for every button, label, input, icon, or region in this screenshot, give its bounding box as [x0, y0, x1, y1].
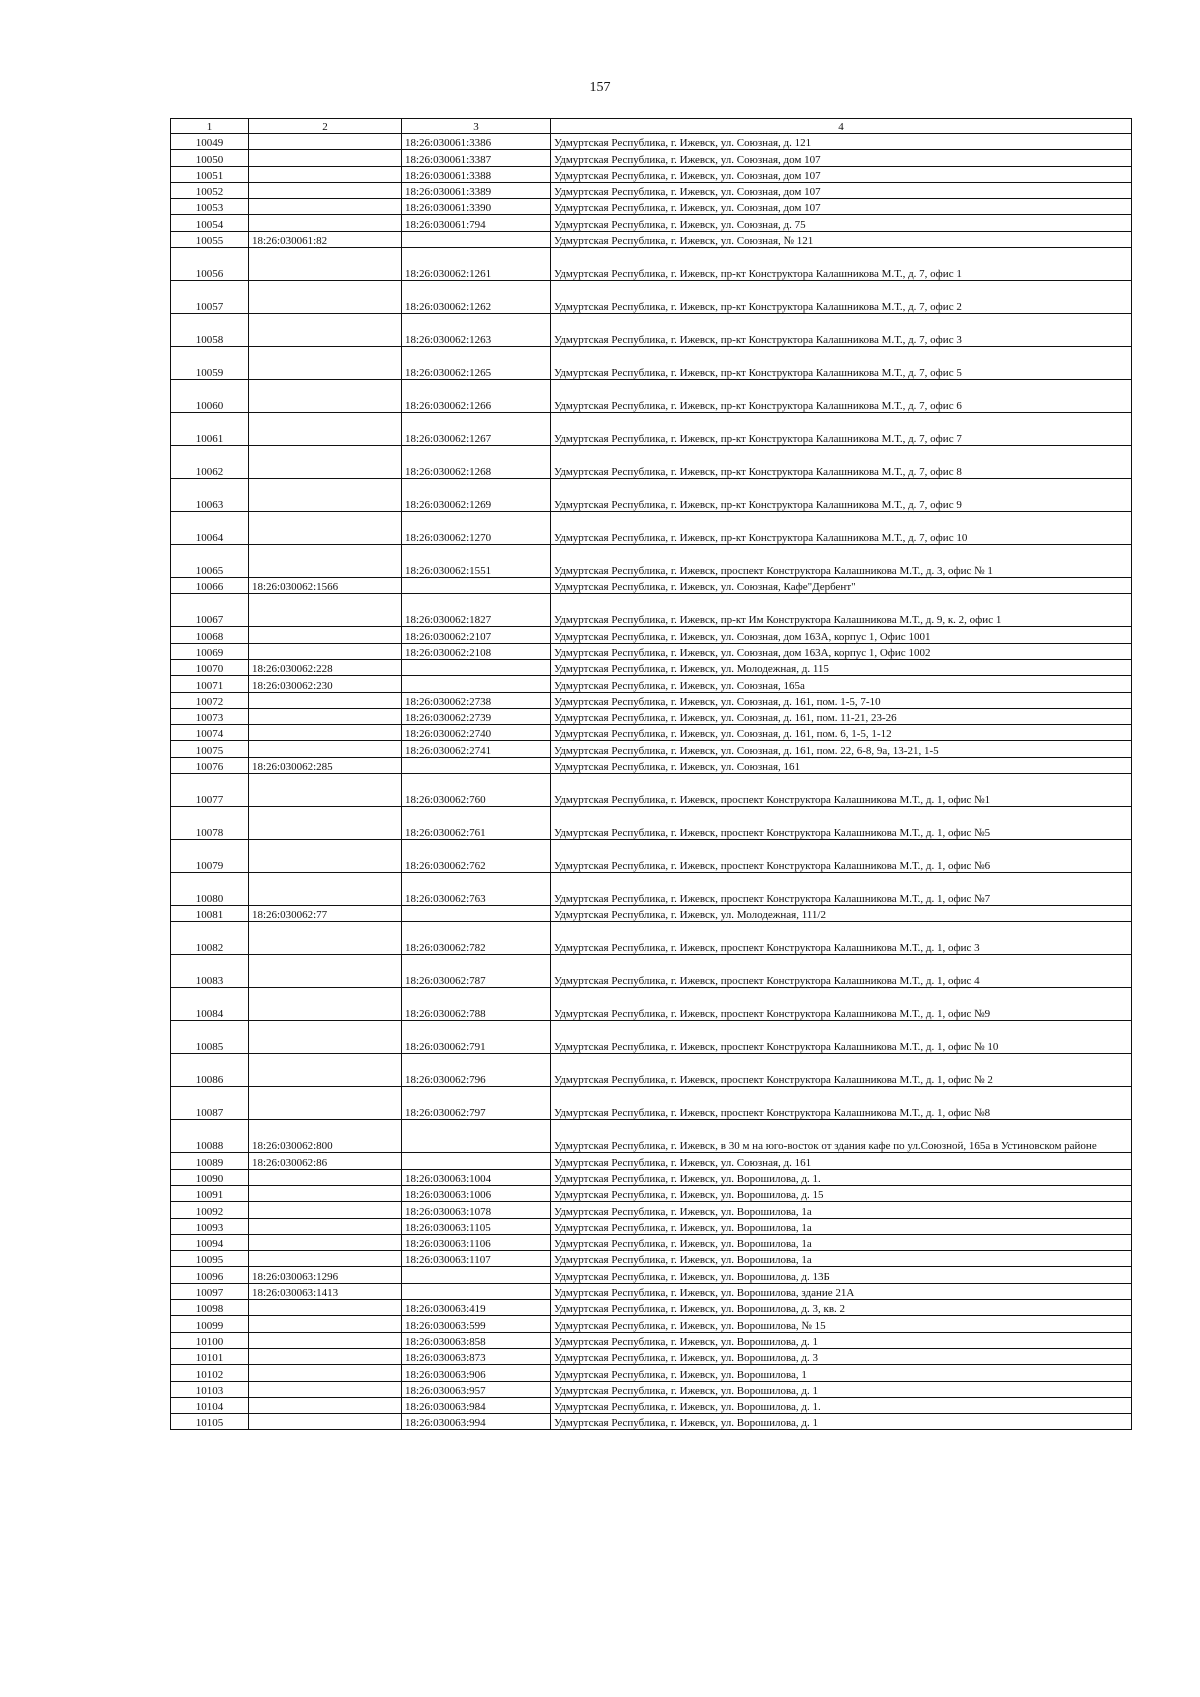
cadastral-number-col3-cell: 18:26:030062:762 [402, 840, 551, 873]
address-cell: Удмуртская Республика, г. Ижевск, ул. Союзная, д. 121 [551, 134, 1132, 150]
cadastral-number-col2-cell [249, 166, 402, 182]
cadastral-number-col3-cell: 18:26:030062:1266 [402, 380, 551, 413]
table-row [171, 708, 1132, 724]
address-cell: Удмуртская Республика, г. Ижевск, ул. Союзная, д. 161 [551, 1153, 1132, 1169]
row-number-cell: 10056 [171, 248, 249, 281]
cadastral-number-col3-cell: 18:26:030062:2108 [402, 643, 551, 659]
row-number-cell: 10101 [171, 1348, 249, 1364]
cadastral-number-col3-cell: 18:26:030063:957 [402, 1381, 551, 1397]
address-cell: Удмуртская Республика, г. Ижевск, пр-кт Конструктора Калашникова М.Т., д. 7, офис 7 [551, 413, 1132, 446]
table-row [171, 774, 1132, 807]
table-row [171, 741, 1132, 757]
cadastral-number-col3-cell: 18:26:030062:2107 [402, 627, 551, 643]
cadastral-number-col2-cell [249, 1365, 402, 1381]
cadastral-number-col2-cell [249, 741, 402, 757]
address-cell: Удмуртская Республика, г. Ижевск, проспект Конструктора Калашникова М.Т., д. 1, офис №7 [551, 873, 1132, 906]
cadastral-number-col3-cell: 18:26:030062:1263 [402, 314, 551, 347]
cadastral-number-col3-cell [402, 578, 551, 594]
cadastral-number-col3-cell: 18:26:030063:419 [402, 1300, 551, 1316]
table-row [171, 676, 1132, 692]
row-number-cell: 10090 [171, 1169, 249, 1185]
row-number-cell: 10104 [171, 1397, 249, 1413]
table-row [171, 1332, 1132, 1348]
row-number-cell: 10075 [171, 741, 249, 757]
address-cell: Удмуртская Республика, г. Ижевск, ул. Ворошилова, 1а [551, 1251, 1132, 1267]
table-row [171, 248, 1132, 281]
table-row [171, 1251, 1132, 1267]
registry-table [170, 118, 1132, 1430]
row-number-cell: 10057 [171, 281, 249, 314]
row-number-cell: 10105 [171, 1414, 249, 1430]
address-cell: Удмуртская Республика, г. Ижевск, ул. Союзная, дом 163А, корпус 1, Офис 1001 [551, 627, 1132, 643]
cadastral-number-col3-cell: 18:26:030062:787 [402, 955, 551, 988]
address-cell: Удмуртская Республика, г. Ижевск, пр-кт Конструктора Калашникова М.Т., д. 7, офис 3 [551, 314, 1132, 347]
table-header [171, 119, 1132, 134]
cadastral-number-col3-cell: 18:26:030063:1006 [402, 1185, 551, 1201]
address-cell: Удмуртская Республика, г. Ижевск, ул. Союзная, дом 107 [551, 182, 1132, 198]
cadastral-number-col2-cell [249, 215, 402, 231]
address-cell: Удмуртская Республика, г. Ижевск, ул. Союзная, дом 107 [551, 150, 1132, 166]
cadastral-number-col2-cell [249, 1316, 402, 1332]
cadastral-number-col2-cell [249, 446, 402, 479]
cadastral-number-col3-cell: 18:26:030062:2738 [402, 692, 551, 708]
row-number-cell: 10059 [171, 347, 249, 380]
cadastral-number-col3-cell: 18:26:030062:1265 [402, 347, 551, 380]
cadastral-number-col2-cell: 18:26:030061:82 [249, 231, 402, 247]
cadastral-number-col2-cell [249, 1397, 402, 1413]
address-cell: Удмуртская Республика, г. Ижевск, ул. Союзная, д. 161, пом. 6, 1-5, 1-12 [551, 725, 1132, 741]
address-cell: Удмуртская Республика, г. Ижевск, ул. Союзная, д. 75 [551, 215, 1132, 231]
table-row [171, 134, 1132, 150]
table-row [171, 545, 1132, 578]
cadastral-number-col3-cell: 18:26:030062:1261 [402, 248, 551, 281]
column-header: 2 [249, 119, 402, 134]
cadastral-number-col2-cell [249, 479, 402, 512]
cadastral-number-col2-cell: 18:26:030062:800 [249, 1120, 402, 1153]
row-number-cell: 10055 [171, 231, 249, 247]
cadastral-number-col2-cell [249, 134, 402, 150]
table-row [171, 1120, 1132, 1153]
cadastral-number-col3-cell: 18:26:030063:994 [402, 1414, 551, 1430]
address-cell: Удмуртская Республика, г. Ижевск, ул. Ворошилова, д. 1. [551, 1397, 1132, 1413]
row-number-cell: 10085 [171, 1021, 249, 1054]
table-body [171, 134, 1132, 1430]
cadastral-number-col2-cell [249, 314, 402, 347]
row-number-cell: 10078 [171, 807, 249, 840]
cadastral-number-col2-cell [249, 182, 402, 198]
row-number-cell: 10077 [171, 774, 249, 807]
row-number-cell: 10068 [171, 627, 249, 643]
address-cell: Удмуртская Республика, г. Ижевск, проспект Конструктора Калашникова М.Т., д. 1, офис 4 [551, 955, 1132, 988]
cadastral-number-col3-cell: 18:26:030062:1269 [402, 479, 551, 512]
row-number-cell: 10087 [171, 1087, 249, 1120]
page-number: 157 [589, 80, 611, 95]
row-number-cell: 10092 [171, 1202, 249, 1218]
cadastral-number-col3-cell [402, 231, 551, 247]
cadastral-number-col3-cell: 18:26:030061:3388 [402, 166, 551, 182]
table-row [171, 380, 1132, 413]
table-row [171, 1202, 1132, 1218]
row-number-cell: 10091 [171, 1185, 249, 1201]
row-number-cell: 10097 [171, 1283, 249, 1299]
row-number-cell: 10052 [171, 182, 249, 198]
cadastral-number-col2-cell [249, 248, 402, 281]
address-cell: Удмуртская Республика, г. Ижевск, ул. Союзная, д. 161, пом. 11-21, 23-26 [551, 708, 1132, 724]
cadastral-number-col2-cell [249, 594, 402, 627]
address-cell: Удмуртская Республика, г. Ижевск, ул. Ворошилова, д. 13Б [551, 1267, 1132, 1283]
address-cell: Удмуртская Республика, г. Ижевск, ул. Ворошилова, д. 3 [551, 1348, 1132, 1364]
row-number-cell: 10073 [171, 708, 249, 724]
cadastral-number-col3-cell: 18:26:030062:782 [402, 922, 551, 955]
table-row [171, 873, 1132, 906]
row-number-cell: 10069 [171, 643, 249, 659]
address-cell: Удмуртская Республика, г. Ижевск, ул. Ворошилова, д. 3, кв. 2 [551, 1300, 1132, 1316]
cadastral-number-col2-cell: 18:26:030062:285 [249, 757, 402, 773]
address-cell: Удмуртская Республика, г. Ижевск, ул. Ворошилова, 1а [551, 1234, 1132, 1250]
column-header: 1 [171, 119, 249, 134]
address-cell: Удмуртская Республика, г. Ижевск, проспект Конструктора Калашникова М.Т., д. 1, офис № 10 [551, 1021, 1132, 1054]
table-row [171, 725, 1132, 741]
cadastral-number-col2-cell [249, 774, 402, 807]
table-row [171, 1397, 1132, 1413]
cadastral-number-col2-cell [249, 512, 402, 545]
cadastral-number-col3-cell: 18:26:030063:1078 [402, 1202, 551, 1218]
row-number-cell: 10064 [171, 512, 249, 545]
address-cell: Удмуртская Республика, г. Ижевск, пр-кт Конструктора Калашникова М.Т., д. 7, офис 9 [551, 479, 1132, 512]
cadastral-number-col3-cell: 18:26:030062:796 [402, 1054, 551, 1087]
table-row [171, 231, 1132, 247]
cadastral-number-col2-cell [249, 413, 402, 446]
table-row [171, 150, 1132, 166]
cadastral-number-col2-cell [249, 1348, 402, 1364]
cadastral-number-col3-cell [402, 676, 551, 692]
table-row [171, 413, 1132, 446]
cadastral-number-col2-cell [249, 281, 402, 314]
cadastral-number-col3-cell [402, 1267, 551, 1283]
cadastral-number-col3-cell [402, 1120, 551, 1153]
cadastral-number-col3-cell: 18:26:030063:1106 [402, 1234, 551, 1250]
cadastral-number-col3-cell [402, 659, 551, 675]
cadastral-number-col2-cell [249, 1054, 402, 1087]
row-number-cell: 10093 [171, 1218, 249, 1234]
row-number-cell: 10071 [171, 676, 249, 692]
cadastral-number-col3-cell [402, 1153, 551, 1169]
row-number-cell: 10083 [171, 955, 249, 988]
address-cell: Удмуртская Республика, г. Ижевск, проспект Конструктора Калашникова М.Т., д. 1, офис №8 [551, 1087, 1132, 1120]
cadastral-number-col2-cell: 18:26:030063:1413 [249, 1283, 402, 1299]
table-row [171, 643, 1132, 659]
address-cell: Удмуртская Республика, г. Ижевск, пр-кт Конструктора Калашникова М.Т., д. 7, офис 6 [551, 380, 1132, 413]
address-cell: Удмуртская Республика, г. Ижевск, ул. Союзная, дом 107 [551, 199, 1132, 215]
row-number-cell: 10070 [171, 659, 249, 675]
cadastral-number-col3-cell: 18:26:030062:2739 [402, 708, 551, 724]
row-number-cell: 10054 [171, 215, 249, 231]
table-row [171, 1348, 1132, 1364]
row-number-cell: 10088 [171, 1120, 249, 1153]
row-number-cell: 10079 [171, 840, 249, 873]
address-cell: Удмуртская Республика, г. Ижевск, ул. Ворошилова, 1а [551, 1202, 1132, 1218]
cadastral-number-col2-cell [249, 1218, 402, 1234]
address-cell: Удмуртская Республика, г. Ижевск, пр-кт Конструктора Калашникова М.Т., д. 7, офис 10 [551, 512, 1132, 545]
cadastral-number-col3-cell: 18:26:030062:760 [402, 774, 551, 807]
address-cell: Удмуртская Республика, г. Ижевск, пр-кт Конструктора Калашникова М.Т., д. 7, офис 2 [551, 281, 1132, 314]
address-cell: Удмуртская Республика, г. Ижевск, проспект Конструктора Калашникова М.Т., д. 1, офис №9 [551, 988, 1132, 1021]
address-cell: Удмуртская Республика, г. Ижевск, ул. Союзная, № 121 [551, 231, 1132, 247]
cadastral-number-col3-cell: 18:26:030062:1268 [402, 446, 551, 479]
cadastral-number-col3-cell: 18:26:030061:794 [402, 215, 551, 231]
address-cell: Удмуртская Республика, г. Ижевск, проспект Конструктора Калашникова М.Т., д. 1, офис №5 [551, 807, 1132, 840]
cadastral-number-col2-cell [249, 643, 402, 659]
row-number-cell: 10094 [171, 1234, 249, 1250]
cadastral-number-col3-cell [402, 757, 551, 773]
table-row [171, 1316, 1132, 1332]
row-number-cell: 10051 [171, 166, 249, 182]
cadastral-number-col2-cell [249, 1251, 402, 1267]
table-row [171, 1185, 1132, 1201]
row-number-cell: 10049 [171, 134, 249, 150]
cadastral-number-col3-cell: 18:26:030062:797 [402, 1087, 551, 1120]
row-number-cell: 10098 [171, 1300, 249, 1316]
cadastral-number-col3-cell [402, 906, 551, 922]
cadastral-number-col3-cell: 18:26:030062:1551 [402, 545, 551, 578]
address-cell: Удмуртская Республика, г. Ижевск, ул. Ворошилова, 1а [551, 1218, 1132, 1234]
table-row [171, 1267, 1132, 1283]
cadastral-number-col2-cell: 18:26:030062:230 [249, 676, 402, 692]
table-row [171, 757, 1132, 773]
cadastral-number-col2-cell [249, 1202, 402, 1218]
row-number-cell: 10103 [171, 1381, 249, 1397]
row-number-cell: 10080 [171, 873, 249, 906]
address-cell: Удмуртская Республика, г. Ижевск, пр-кт Им Конструктора Калашникова М.Т., д. 9, к. 2, офис 1 [551, 594, 1132, 627]
cadastral-number-col2-cell: 18:26:030063:1296 [249, 1267, 402, 1283]
address-cell: Удмуртская Республика, г. Ижевск, проспект Конструктора Калашникова М.Т., д. 1, офис №1 [551, 774, 1132, 807]
address-cell: Удмуртская Республика, г. Ижевск, проспект Конструктора Калашникова М.Т., д. 3, офис № 1 [551, 545, 1132, 578]
table-row [171, 215, 1132, 231]
cadastral-number-col3-cell: 18:26:030063:1004 [402, 1169, 551, 1185]
address-cell: Удмуртская Республика, г. Ижевск, в 30 м на юго-восток от здания кафе по ул.Союзной, 165а в Устиновском районе [551, 1120, 1132, 1153]
row-number-cell: 10060 [171, 380, 249, 413]
row-number-cell: 10100 [171, 1332, 249, 1348]
table-row [171, 988, 1132, 1021]
row-number-cell: 10062 [171, 446, 249, 479]
table-row [171, 347, 1132, 380]
cadastral-number-col2-cell [249, 1021, 402, 1054]
cadastral-number-col2-cell [249, 725, 402, 741]
address-cell: Удмуртская Республика, г. Ижевск, ул. Ворошилова, д. 1. [551, 1169, 1132, 1185]
table-row [171, 1234, 1132, 1250]
address-cell: Удмуртская Республика, г. Ижевск, пр-кт Конструктора Калашникова М.Т., д. 7, офис 8 [551, 446, 1132, 479]
address-cell: Удмуртская Республика, г. Ижевск, ул. Союзная, дом 107 [551, 166, 1132, 182]
cadastral-number-col3-cell: 18:26:030062:1267 [402, 413, 551, 446]
cadastral-number-col2-cell [249, 1087, 402, 1120]
row-number-cell: 10053 [171, 199, 249, 215]
table-row [171, 314, 1132, 347]
table-row [171, 1414, 1132, 1430]
table-row [171, 578, 1132, 594]
address-cell: Удмуртская Республика, г. Ижевск, ул. Ворошилова, № 15 [551, 1316, 1132, 1332]
address-cell: Удмуртская Республика, г. Ижевск, ул. Ворошилова, д. 15 [551, 1185, 1132, 1201]
row-number-cell: 10095 [171, 1251, 249, 1267]
table-row [171, 1381, 1132, 1397]
table-row [171, 199, 1132, 215]
cadastral-number-col2-cell [249, 150, 402, 166]
row-number-cell: 10065 [171, 545, 249, 578]
address-cell: Удмуртская Республика, г. Ижевск, проспект Конструктора Калашникова М.Т., д. 1, офис 3 [551, 922, 1132, 955]
cadastral-number-col3-cell: 18:26:030063:873 [402, 1348, 551, 1364]
address-cell: Удмуртская Республика, г. Ижевск, ул. Ворошилова, здание 21А [551, 1283, 1132, 1299]
row-number-cell: 10074 [171, 725, 249, 741]
row-number-cell: 10066 [171, 578, 249, 594]
table-row [171, 1300, 1132, 1316]
cadastral-number-col2-cell [249, 873, 402, 906]
cadastral-number-col3-cell: 18:26:030062:761 [402, 807, 551, 840]
cadastral-number-col3-cell: 18:26:030063:984 [402, 1397, 551, 1413]
table-row [171, 659, 1132, 675]
cadastral-number-col2-cell [249, 1169, 402, 1185]
cadastral-number-col2-cell [249, 692, 402, 708]
header-row [171, 119, 1132, 134]
table-row [171, 446, 1132, 479]
cadastral-number-col3-cell: 18:26:030061:3386 [402, 134, 551, 150]
table-row [171, 1021, 1132, 1054]
table-row [171, 166, 1132, 182]
cadastral-number-col3-cell: 18:26:030063:906 [402, 1365, 551, 1381]
cadastral-number-col2-cell [249, 1381, 402, 1397]
address-cell: Удмуртская Республика, г. Ижевск, ул. Ворошилова, д. 1 [551, 1414, 1132, 1430]
cadastral-number-col2-cell [249, 1332, 402, 1348]
table-row [171, 281, 1132, 314]
row-number-cell: 10058 [171, 314, 249, 347]
cadastral-number-col3-cell: 18:26:030062:1270 [402, 512, 551, 545]
table-row [171, 627, 1132, 643]
cadastral-number-col2-cell [249, 545, 402, 578]
address-cell: Удмуртская Республика, г. Ижевск, ул. Ворошилова, 1 [551, 1365, 1132, 1381]
cadastral-number-col2-cell [249, 380, 402, 413]
row-number-cell: 10082 [171, 922, 249, 955]
cadastral-number-col3-cell: 18:26:030062:788 [402, 988, 551, 1021]
cadastral-number-col3-cell: 18:26:030061:3387 [402, 150, 551, 166]
row-number-cell: 10086 [171, 1054, 249, 1087]
cadastral-number-col3-cell: 18:26:030062:1827 [402, 594, 551, 627]
cadastral-number-col2-cell [249, 347, 402, 380]
address-cell: Удмуртская Республика, г. Ижевск, проспект Конструктора Калашникова М.Т., д. 1, офис № 2 [551, 1054, 1132, 1087]
address-cell: Удмуртская Республика, г. Ижевск, ул. Молодежная, д. 115 [551, 659, 1132, 675]
cadastral-number-col2-cell [249, 1300, 402, 1316]
cadastral-number-col2-cell: 18:26:030062:228 [249, 659, 402, 675]
table-row [171, 692, 1132, 708]
cadastral-number-col3-cell: 18:26:030062:763 [402, 873, 551, 906]
table-row [171, 906, 1132, 922]
table-row [171, 1153, 1132, 1169]
cadastral-number-col2-cell [249, 627, 402, 643]
cadastral-number-col2-cell [249, 1234, 402, 1250]
table-row [171, 594, 1132, 627]
address-cell: Удмуртская Республика, г. Ижевск, ул. Ворошилова, д. 1 [551, 1332, 1132, 1348]
row-number-cell: 10099 [171, 1316, 249, 1332]
address-cell: Удмуртская Республика, г. Ижевск, пр-кт Конструктора Калашникова М.Т., д. 7, офис 1 [551, 248, 1132, 281]
row-number-cell: 10076 [171, 757, 249, 773]
address-cell: Удмуртская Республика, г. Ижевск, ул. Союзная, 161 [551, 757, 1132, 773]
row-number-cell: 10096 [171, 1267, 249, 1283]
cadastral-number-col3-cell: 18:26:030063:1105 [402, 1218, 551, 1234]
cadastral-number-col3-cell: 18:26:030062:1262 [402, 281, 551, 314]
cadastral-number-col3-cell: 18:26:030061:3389 [402, 182, 551, 198]
row-number-cell: 10072 [171, 692, 249, 708]
cadastral-number-col3-cell: 18:26:030063:858 [402, 1332, 551, 1348]
row-number-cell: 10061 [171, 413, 249, 446]
table-row [171, 1054, 1132, 1087]
row-number-cell: 10089 [171, 1153, 249, 1169]
table-row [171, 1087, 1132, 1120]
cadastral-number-col2-cell [249, 1414, 402, 1430]
cadastral-number-col2-cell [249, 807, 402, 840]
address-cell: Удмуртская Республика, г. Ижевск, ул. Союзная, д. 161, пом. 22, 6-8, 9а, 13-21, 1-5 [551, 741, 1132, 757]
address-cell: Удмуртская Республика, г. Ижевск, ул. Ворошилова, д. 1 [551, 1381, 1132, 1397]
cadastral-number-col2-cell [249, 988, 402, 1021]
cadastral-number-col2-cell [249, 708, 402, 724]
cadastral-number-col3-cell: 18:26:030061:3390 [402, 199, 551, 215]
table-row [171, 512, 1132, 545]
cadastral-number-col2-cell: 18:26:030062:86 [249, 1153, 402, 1169]
table-row [171, 922, 1132, 955]
cadastral-number-col2-cell: 18:26:030062:77 [249, 906, 402, 922]
table-row [171, 840, 1132, 873]
address-cell: Удмуртская Республика, г. Ижевск, ул. Союзная, д. 161, пом. 1-5, 7-10 [551, 692, 1132, 708]
row-number-cell: 10067 [171, 594, 249, 627]
table-row [171, 1365, 1132, 1381]
cadastral-number-col2-cell [249, 199, 402, 215]
row-number-cell: 10081 [171, 906, 249, 922]
address-cell: Удмуртская Республика, г. Ижевск, проспект Конструктора Калашникова М.Т., д. 1, офис №6 [551, 840, 1132, 873]
table-row [171, 807, 1132, 840]
address-cell: Удмуртская Республика, г. Ижевск, пр-кт Конструктора Калашникова М.Т., д. 7, офис 5 [551, 347, 1132, 380]
cadastral-number-col3-cell: 18:26:030063:599 [402, 1316, 551, 1332]
cadastral-number-col3-cell: 18:26:030062:2741 [402, 741, 551, 757]
cadastral-number-col3-cell [402, 1283, 551, 1299]
table-row [171, 1169, 1132, 1185]
cadastral-number-col3-cell: 18:26:030062:791 [402, 1021, 551, 1054]
address-cell: Удмуртская Республика, г. Ижевск, ул. Союзная, Кафе"Дербент" [551, 578, 1132, 594]
cadastral-number-col3-cell: 18:26:030063:1107 [402, 1251, 551, 1267]
row-number-cell: 10084 [171, 988, 249, 1021]
cadastral-number-col3-cell: 18:26:030062:2740 [402, 725, 551, 741]
row-number-cell: 10102 [171, 1365, 249, 1381]
address-cell: Удмуртская Республика, г. Ижевск, ул. Молодежная, 111/2 [551, 906, 1132, 922]
row-number-cell: 10063 [171, 479, 249, 512]
cadastral-number-col2-cell [249, 922, 402, 955]
table-row [171, 955, 1132, 988]
table-row [171, 479, 1132, 512]
address-cell: Удмуртская Республика, г. Ижевск, ул. Союзная, дом 163А, корпус 1, Офис 1002 [551, 643, 1132, 659]
cadastral-number-col2-cell: 18:26:030062:1566 [249, 578, 402, 594]
cadastral-number-col2-cell [249, 955, 402, 988]
cadastral-number-col2-cell [249, 1185, 402, 1201]
address-cell: Удмуртская Республика, г. Ижевск, ул. Союзная, 165а [551, 676, 1132, 692]
table-row [171, 1218, 1132, 1234]
table-row [171, 1283, 1132, 1299]
table-row [171, 182, 1132, 198]
column-header: 3 [402, 119, 551, 134]
cadastral-number-col2-cell [249, 840, 402, 873]
column-header: 4 [551, 119, 1132, 134]
row-number-cell: 10050 [171, 150, 249, 166]
